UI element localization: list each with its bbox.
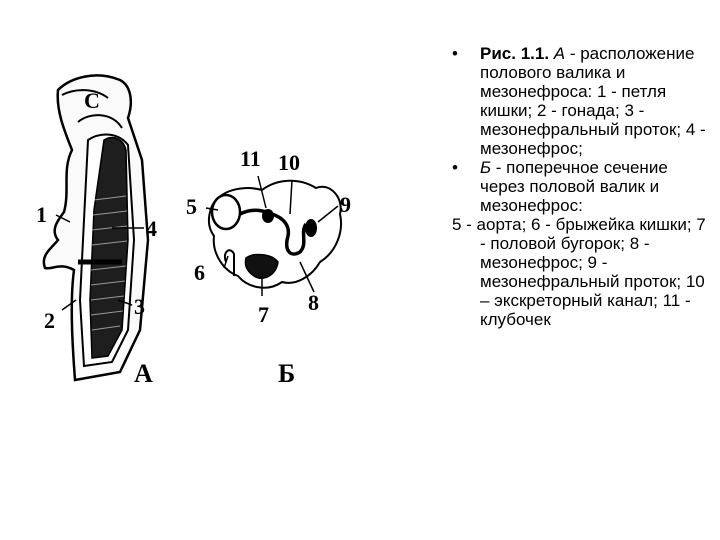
figure-b-label-11: 11 [240,146,261,171]
figure-a-label-2: 2 [44,308,55,333]
figure-b-panel-letter: Б [278,359,296,388]
figure-b-label-5: 5 [186,194,197,219]
figure-a-panel-letter: А [134,359,153,388]
figure-a-label-4: 4 [146,216,157,241]
aorta [212,195,240,229]
bullet-b: • [452,158,458,177]
caption-item-b [440,158,710,215]
caption-text-b: - поперечное сечение через половой валик и мезонефрос: [480,158,668,215]
figure-a-label-3: 3 [134,294,145,319]
mesonephric-duct [305,219,317,237]
caption-item-a [440,44,710,158]
figure-b-label-8: 8 [308,290,319,315]
figure-b-label-6: 6 [194,260,205,285]
bullet-a: • [452,44,458,63]
figure-b-label-10: 10 [278,150,300,175]
figure-b-label-7: 7 [258,302,269,327]
figure-caption [440,44,710,329]
caption-text-a: - расположение полового валика и мезонефроса: 1 - петля кишки; 2 - гонада; 3 - мезонефральный проток; 4 - мезонефрос; [480,44,706,158]
caption-letter-a: А [553,44,566,63]
caption-legend: 5 - аорта; 6 - брыжейка кишки; 7 - половой бугорок; 8 - мезонефрос; 9 - мезонефральный проток; 10 – экскреторный канал; 11 - клубочек [452,215,706,329]
figure-a-letter-c: С [84,88,100,113]
figure-b-drawing [186,146,351,388]
figure-b-label-9: 9 [340,192,351,217]
caption-figure-ref: Рис. 1.1. [480,44,550,63]
figure-a-drawing [36,75,157,388]
caption-letter-b: Б [480,158,492,177]
figure-a-label-1: 1 [36,202,47,227]
